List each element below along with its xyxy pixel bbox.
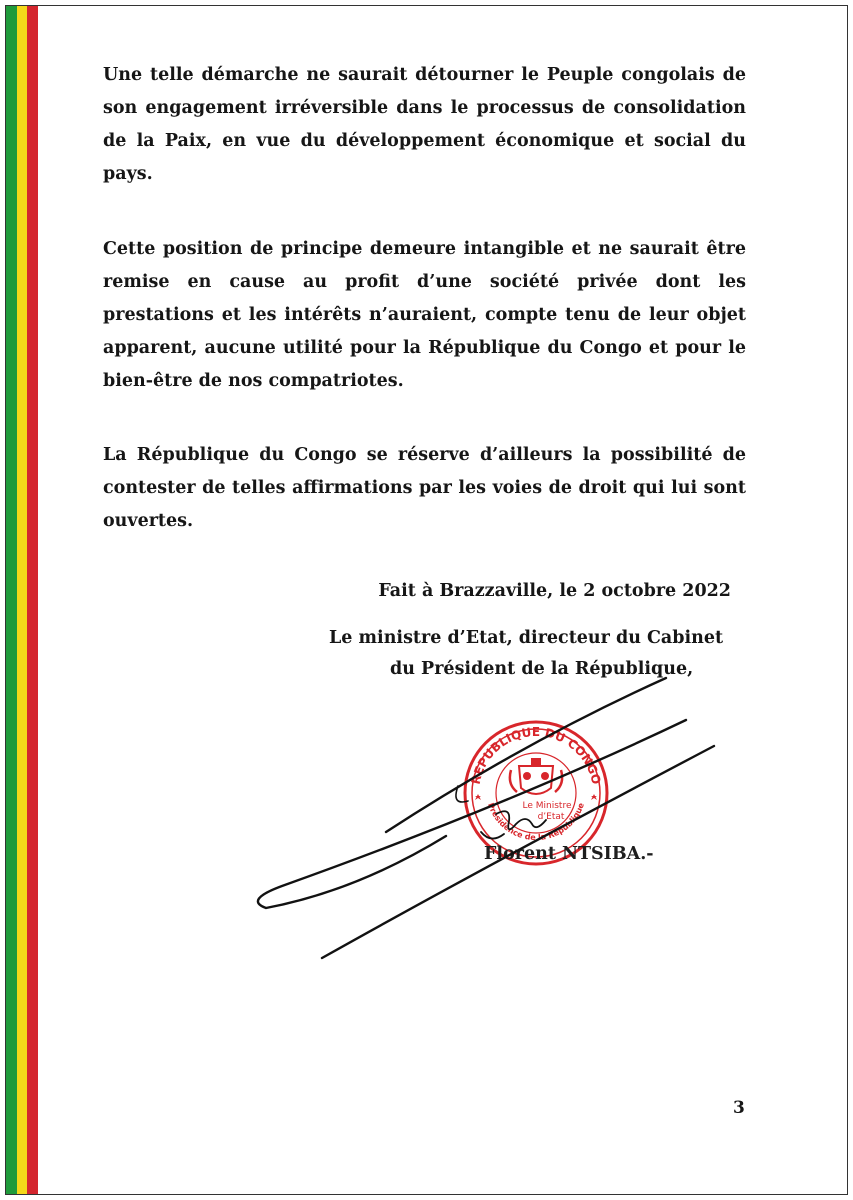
flag-green-band bbox=[6, 6, 17, 1194]
seal-bottom-text: Présidence de la République bbox=[486, 801, 586, 843]
seal-outer-text: REPUBLIQUE DU CONGO bbox=[468, 724, 604, 786]
paragraph-3: La République du Congo se réserve d’ailleurs la possibilité de contester de telles affirmations par les voies de droit qui lui sont ouvertes. bbox=[103, 445, 746, 531]
signatory-name: Florent NTSIBA.- bbox=[484, 844, 654, 864]
signatory-title-line-2: du Président de la République, bbox=[390, 659, 694, 679]
svg-text:REPUBLIQUE DU CONGO bbox=[469, 725, 604, 786]
seal-inner-line-1: Le Ministre bbox=[522, 801, 572, 811]
flag-yellow-band bbox=[17, 6, 27, 1194]
paragraph-1: Une telle démarche ne saurait détourner le Peuple congolais de son engagement irréversible dans le processus de consolidation de la Paix, en vue du développement économique et social du pays. bbox=[103, 65, 746, 184]
paragraph-2: Cette position de principe demeure intangible et ne saurait être remise en cause au profit d’une société privée dont les prestations et les intérêts n’auraient, compte tenu de leur objet apparent, aucune utilité pour la République du Congo et pour le bien-être de nos compatriotes. bbox=[103, 239, 746, 391]
document-page bbox=[5, 5, 848, 1195]
place-date: Fait à Brazzaville, le 2 octobre 2022 bbox=[378, 581, 731, 601]
page-number: 3 bbox=[733, 1098, 745, 1118]
signatory-title-line-1: Le ministre d’Etat, directeur du Cabinet bbox=[329, 628, 724, 648]
flag-red-band bbox=[27, 6, 38, 1194]
coat-of-arms-icon bbox=[510, 758, 562, 794]
seal-inner-line-2: d’Etat bbox=[537, 812, 565, 822]
flag-stripe bbox=[6, 6, 38, 1194]
